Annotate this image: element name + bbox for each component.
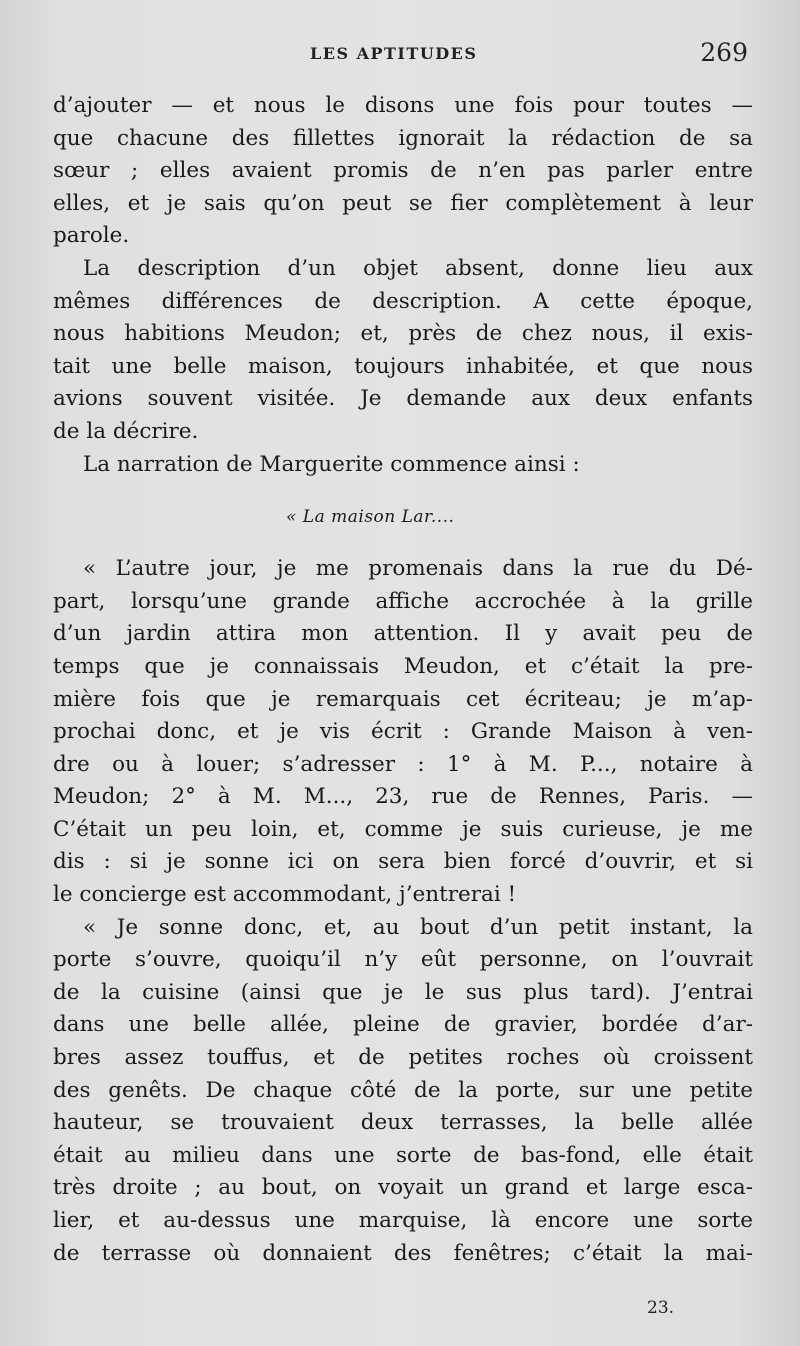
quote-line: de la cuisine (ainsi que je le sus plus tard). J’entrai [53, 979, 753, 1005]
quote-line: de terrasse où donnaient des fenêtres; c’était la mai- [53, 1240, 753, 1266]
text-line: parole. [53, 223, 130, 249]
paragraph-start: La narration de Marguerite commence ainsi : [83, 451, 580, 477]
quote-line: dans une belle allée, pleine de gravier, bordée d’ar- [53, 1012, 753, 1038]
text-line: de la décrire. [53, 418, 199, 444]
quote-line: C’était un peu loin, et, comme je suis curieuse, je me [53, 816, 753, 842]
spacer [53, 481, 753, 497]
body-text [53, 90, 753, 1270]
quote-paragraph-start: « L’autre jour, je me promenais dans la rue du Dé- [83, 556, 753, 582]
text-line: sœur ; elles avaient promis de n’en pas parler entre [53, 158, 753, 184]
text-line: d’ajouter — et nous le disons une fois pour toutes — [53, 93, 753, 118]
page-number: 269 [700, 38, 748, 67]
quote-line: dis : si je sonne ici on sera bien forcé d’ouvrir, et si [53, 849, 753, 875]
quote-line: prochai donc, et je vis écrit : Grande Maison à ven- [53, 719, 753, 745]
quote-line: des genêts. De chaque côté de la porte, sur une petite [53, 1077, 753, 1103]
quote-line: dre ou à louer; s’adresser : 1° à M. P..., notaire à [53, 751, 753, 777]
signature-mark: 23. [647, 1298, 675, 1318]
text-line: avions souvent visitée. Je demande aux deux enfants [53, 386, 753, 412]
section-subheading: « La maison Lar.... [286, 507, 455, 528]
quote-line: porte s’ouvre, quoiqu’il n’y eût personne, on l’ouvrait [53, 947, 753, 973]
text-line: que chacune des fillettes ignorait la rédaction de sa [53, 125, 753, 151]
text-line: mêmes différences de description. A cette époque, [53, 288, 753, 314]
quote-line: lier, et au-dessus une marquise, là encore une sorte [53, 1208, 753, 1233]
running-head: LES APTITUDES [310, 44, 478, 63]
quote-line: était au milieu dans une sorte de bas-fond, elle était [53, 1142, 753, 1168]
quote-line: d’un jardin attira mon attention. Il y avait peu de [53, 621, 753, 647]
page-header [0, 38, 800, 68]
quote-line: Meudon; 2° à M. M..., 23, rue de Rennes, Paris. — [53, 784, 753, 810]
quote-line: part, lorsqu’une grande affiche accrochée à la grille [53, 588, 753, 614]
text-line: elles, et je sais qu’on peut se fier complètement à leur [53, 190, 753, 216]
spacer [53, 537, 753, 553]
quote-line: bres assez touffus, et de petites roches où croissent [53, 1045, 753, 1071]
quote-line: temps que je connaissais Meudon, et c’était la pre- [53, 653, 753, 679]
quote-line: le concierge est accommodant, j’entrerai ! [53, 882, 517, 908]
quote-line: mière fois que je remarquais cet écriteau; je m’ap- [53, 686, 753, 712]
text-line: tait une belle maison, toujours inhabitée, et que nous [53, 353, 753, 379]
quote-line: hauteur, se trouvaient deux terrasses, la belle allée [53, 1110, 753, 1136]
text-line: nous habitions Meudon; et, près de chez nous, il exis- [53, 321, 753, 347]
quote-paragraph-start: « Je sonne donc, et, au bout d’un petit instant, la [83, 914, 753, 940]
paragraph-start: La description d’un objet absent, donne lieu aux [83, 255, 753, 281]
quote-line: très droite ; au bout, on voyait un grand et large esca- [53, 1175, 753, 1201]
